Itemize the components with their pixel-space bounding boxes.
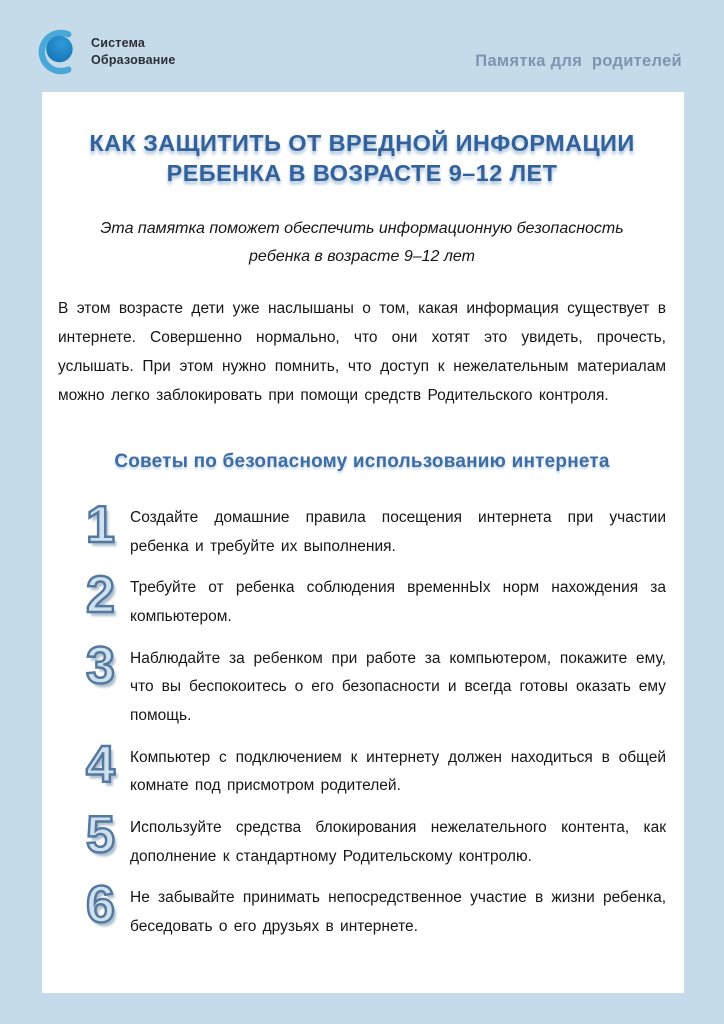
page-title xyxy=(58,128,666,188)
tip-item-5 xyxy=(86,806,666,871)
logo-text-line2: Образование xyxy=(91,52,176,67)
tip-item-1 xyxy=(86,496,666,561)
tip-text: Не забывайте принимать непосредственное участие в жизни ребенка, беседовать о его друзьях в интернете. xyxy=(130,889,666,936)
subtitle-line2: ребенка в возрасте 9–12 лет xyxy=(249,248,475,266)
content-card xyxy=(42,92,684,993)
logo-text-line1: Система xyxy=(91,35,146,50)
tips-list xyxy=(58,496,666,942)
section-heading: Советы по безопасному использованию интернета xyxy=(114,451,610,473)
document-type-label: Памятка для родителей xyxy=(475,52,682,70)
tip-text: Создайте домашние правила посещения интернета при участии ребенка и требуйте их выполнения. xyxy=(130,509,666,555)
tip-item-6 xyxy=(86,876,666,941)
logo-text xyxy=(91,35,176,69)
logo xyxy=(33,27,176,76)
tip-text: Наблюдайте за ребенком при работе за компьютером, покажите ему, что вы беспокоитесь о его безопасности и всегда готовы оказать ему помощь. xyxy=(130,649,666,725)
tip-item-2 xyxy=(86,566,666,631)
tip-number: 6 xyxy=(86,876,115,935)
globe-swoosh-icon xyxy=(33,27,82,76)
tip-text: Компьютер с подключением к интернету должен находиться в общей комнате под присмотром родителей. xyxy=(130,748,666,795)
tip-number: 4 xyxy=(86,735,115,794)
tip-item-4 xyxy=(86,735,666,801)
tip-text: Требуйте от ребенка соблюдения временнЫх норм нахождения за компьютером. xyxy=(130,579,666,626)
tip-item-3 xyxy=(86,636,666,731)
tip-text: Используйте средства блокирования нежелательного контента, как дополнение к стандартному Родительскому контролю. xyxy=(130,819,666,865)
page-title-line2: РЕБЕНКА В ВОЗРАСТЕ 9–12 ЛЕТ xyxy=(166,160,558,187)
intro-paragraph: В этом возрасте дети уже наслышаны о том, какая информация существует в интернете. Совершенно нормально, что они хотят это увидеть, прочесть, услышать. При этом нужно помнить, что доступ к нежелательным материалам можно легко заблокировать при помощи средств Родительского контроля. xyxy=(58,300,666,405)
tip-number: 2 xyxy=(86,566,115,625)
page-title-line1: КАК ЗАЩИТИТЬ ОТ ВРЕДНОЙ ИНФОРМАЦИИ xyxy=(89,130,635,156)
subtitle xyxy=(58,215,666,271)
tip-number: 3 xyxy=(86,636,115,695)
subtitle-line1: Эта памятка поможет обеспечить информационную безопасность xyxy=(100,220,624,238)
tip-number: 1 xyxy=(86,496,115,555)
tip-number: 5 xyxy=(86,806,115,865)
